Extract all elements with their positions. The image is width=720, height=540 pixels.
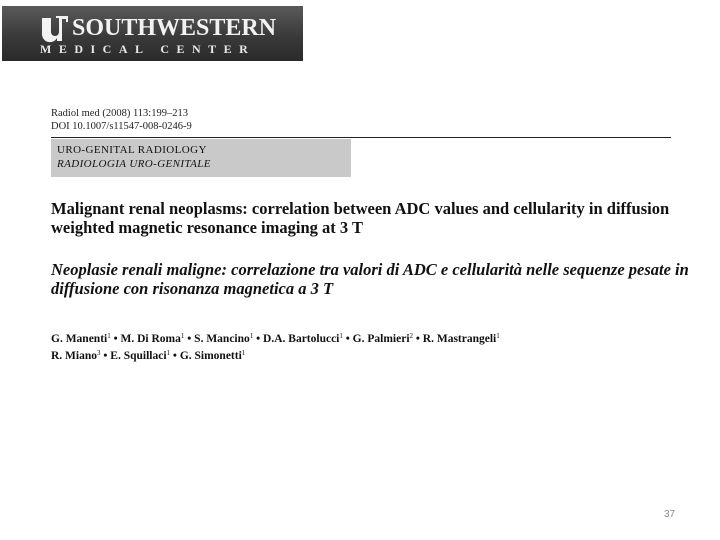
section-label-english: URO-GENITAL RADIOLOGY (57, 144, 207, 156)
author-affiliation: 1 (339, 332, 343, 340)
article-title-english: Malignant renal neoplasms: correlation between ADC values and cellularity in diffusion weighted magnetic resonance imaging at 3 T (51, 199, 670, 237)
author-affiliation: 1 (496, 332, 500, 340)
logo-subtitle: MEDICAL CENTER (40, 42, 256, 56)
author-affiliation: 1 (166, 349, 171, 357)
institution-logo (2, 6, 303, 61)
author-name: M. Di Roma$^1$ (120, 332, 185, 345)
section-banner (51, 139, 351, 177)
author-name: G. Palmieri$^2$ (352, 332, 414, 345)
section-label-italian: RADIOLOGIA URO-GENITALE (57, 158, 211, 170)
author-name: G. Simonetti$^1$ (179, 349, 246, 362)
journal-citation: Radiol med (2008) 113:199–213 (51, 108, 188, 119)
author-name: R. Miano$^3$ (51, 349, 101, 362)
author-separator: • (170, 350, 180, 362)
author-affiliation: 1 (249, 332, 254, 340)
author-name: D.A. Bartolucci$^1$ (263, 332, 343, 345)
logo-wordmark: SOUTHWESTERN (72, 15, 277, 41)
author-line-1 (51, 331, 691, 348)
author-name: E. Squillaci$^1$ (110, 349, 171, 362)
author-separator: • (253, 333, 264, 345)
journal-doi: DOI 10.1007/s11547-008-0246-9 (51, 121, 192, 132)
author-affiliation: 2 (409, 332, 414, 340)
author-name: R. Mastrangeli$^1$ (422, 332, 500, 345)
slide-number: 37 (664, 509, 676, 520)
author-list (51, 331, 691, 365)
header-divider (51, 137, 671, 138)
author-affiliation: 1 (107, 332, 111, 340)
author-name: S. Mancino$^1$ (194, 332, 254, 345)
author-name: G. Manenti$^1$ (51, 332, 111, 345)
author-line-2 (51, 348, 691, 365)
author-separator: • (342, 333, 353, 345)
author-separator: • (184, 333, 195, 345)
author-separator: • (100, 350, 111, 362)
author-separator: • (413, 333, 423, 345)
journal-info (51, 107, 192, 133)
ut-monogram-icon (40, 14, 70, 44)
author-separator: • (110, 333, 121, 345)
author-affiliation: 1 (180, 332, 185, 340)
author-affiliation: 3 (97, 349, 101, 357)
author-affiliation: 1 (241, 349, 246, 357)
article-title-italian: Neoplasie renali maligne: correlazione tra valori di ADC e cellularità nelle sequenze pesate in diffusione con risonanza magnetica a 3 T (51, 260, 689, 298)
